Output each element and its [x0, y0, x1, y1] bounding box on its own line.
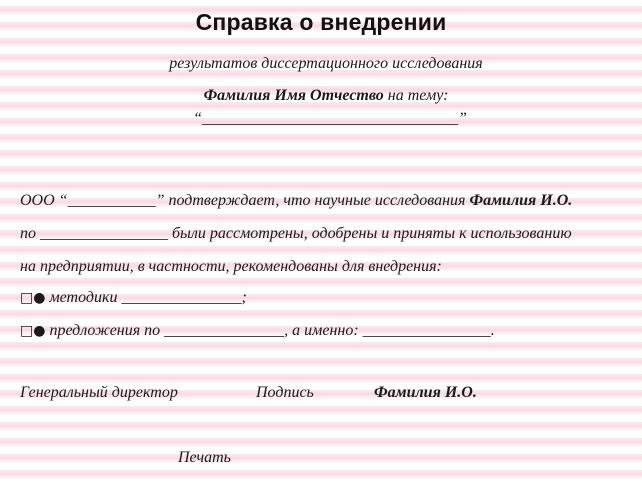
- company-confirmation-text: ООО “___________” подтверждает, что научные исследования: [20, 192, 466, 209]
- body-line-1: [20, 192, 572, 210]
- page-title: Справка о внедрении: [195, 9, 447, 35]
- bullet-methods: [20, 289, 247, 307]
- bullet-proposals: [20, 322, 495, 340]
- bullet-proposals-text: предложения по _______________, а именно: ________________.: [49, 322, 495, 339]
- stamp-label: Печать: [178, 449, 231, 466]
- author-name: Фамилия Имя Отчество: [203, 87, 384, 104]
- bullet-methods-text: методики _______________;: [49, 289, 247, 306]
- body-line-3: на предприятии, в частности, рекомендованы для внедрения:: [20, 258, 442, 275]
- bullet-icon: □●: [20, 290, 46, 306]
- researcher-name: Фамилия И.О.: [469, 192, 573, 209]
- subtitle: результатов диссертационного исследования: [169, 55, 483, 72]
- body-line-2: по ________________ были рассмотрены, одобрены и приняты к использованию: [20, 225, 572, 242]
- bullet-icon: □●: [20, 323, 46, 339]
- signature-label: Подпись: [256, 384, 314, 401]
- author-line: [0, 87, 642, 105]
- director-position: Генеральный директор: [20, 384, 178, 401]
- topic-blank: “________________________________”: [193, 110, 467, 127]
- director-name: Фамилия И.О.: [374, 384, 477, 401]
- topic-prefix: на тему:: [387, 87, 449, 104]
